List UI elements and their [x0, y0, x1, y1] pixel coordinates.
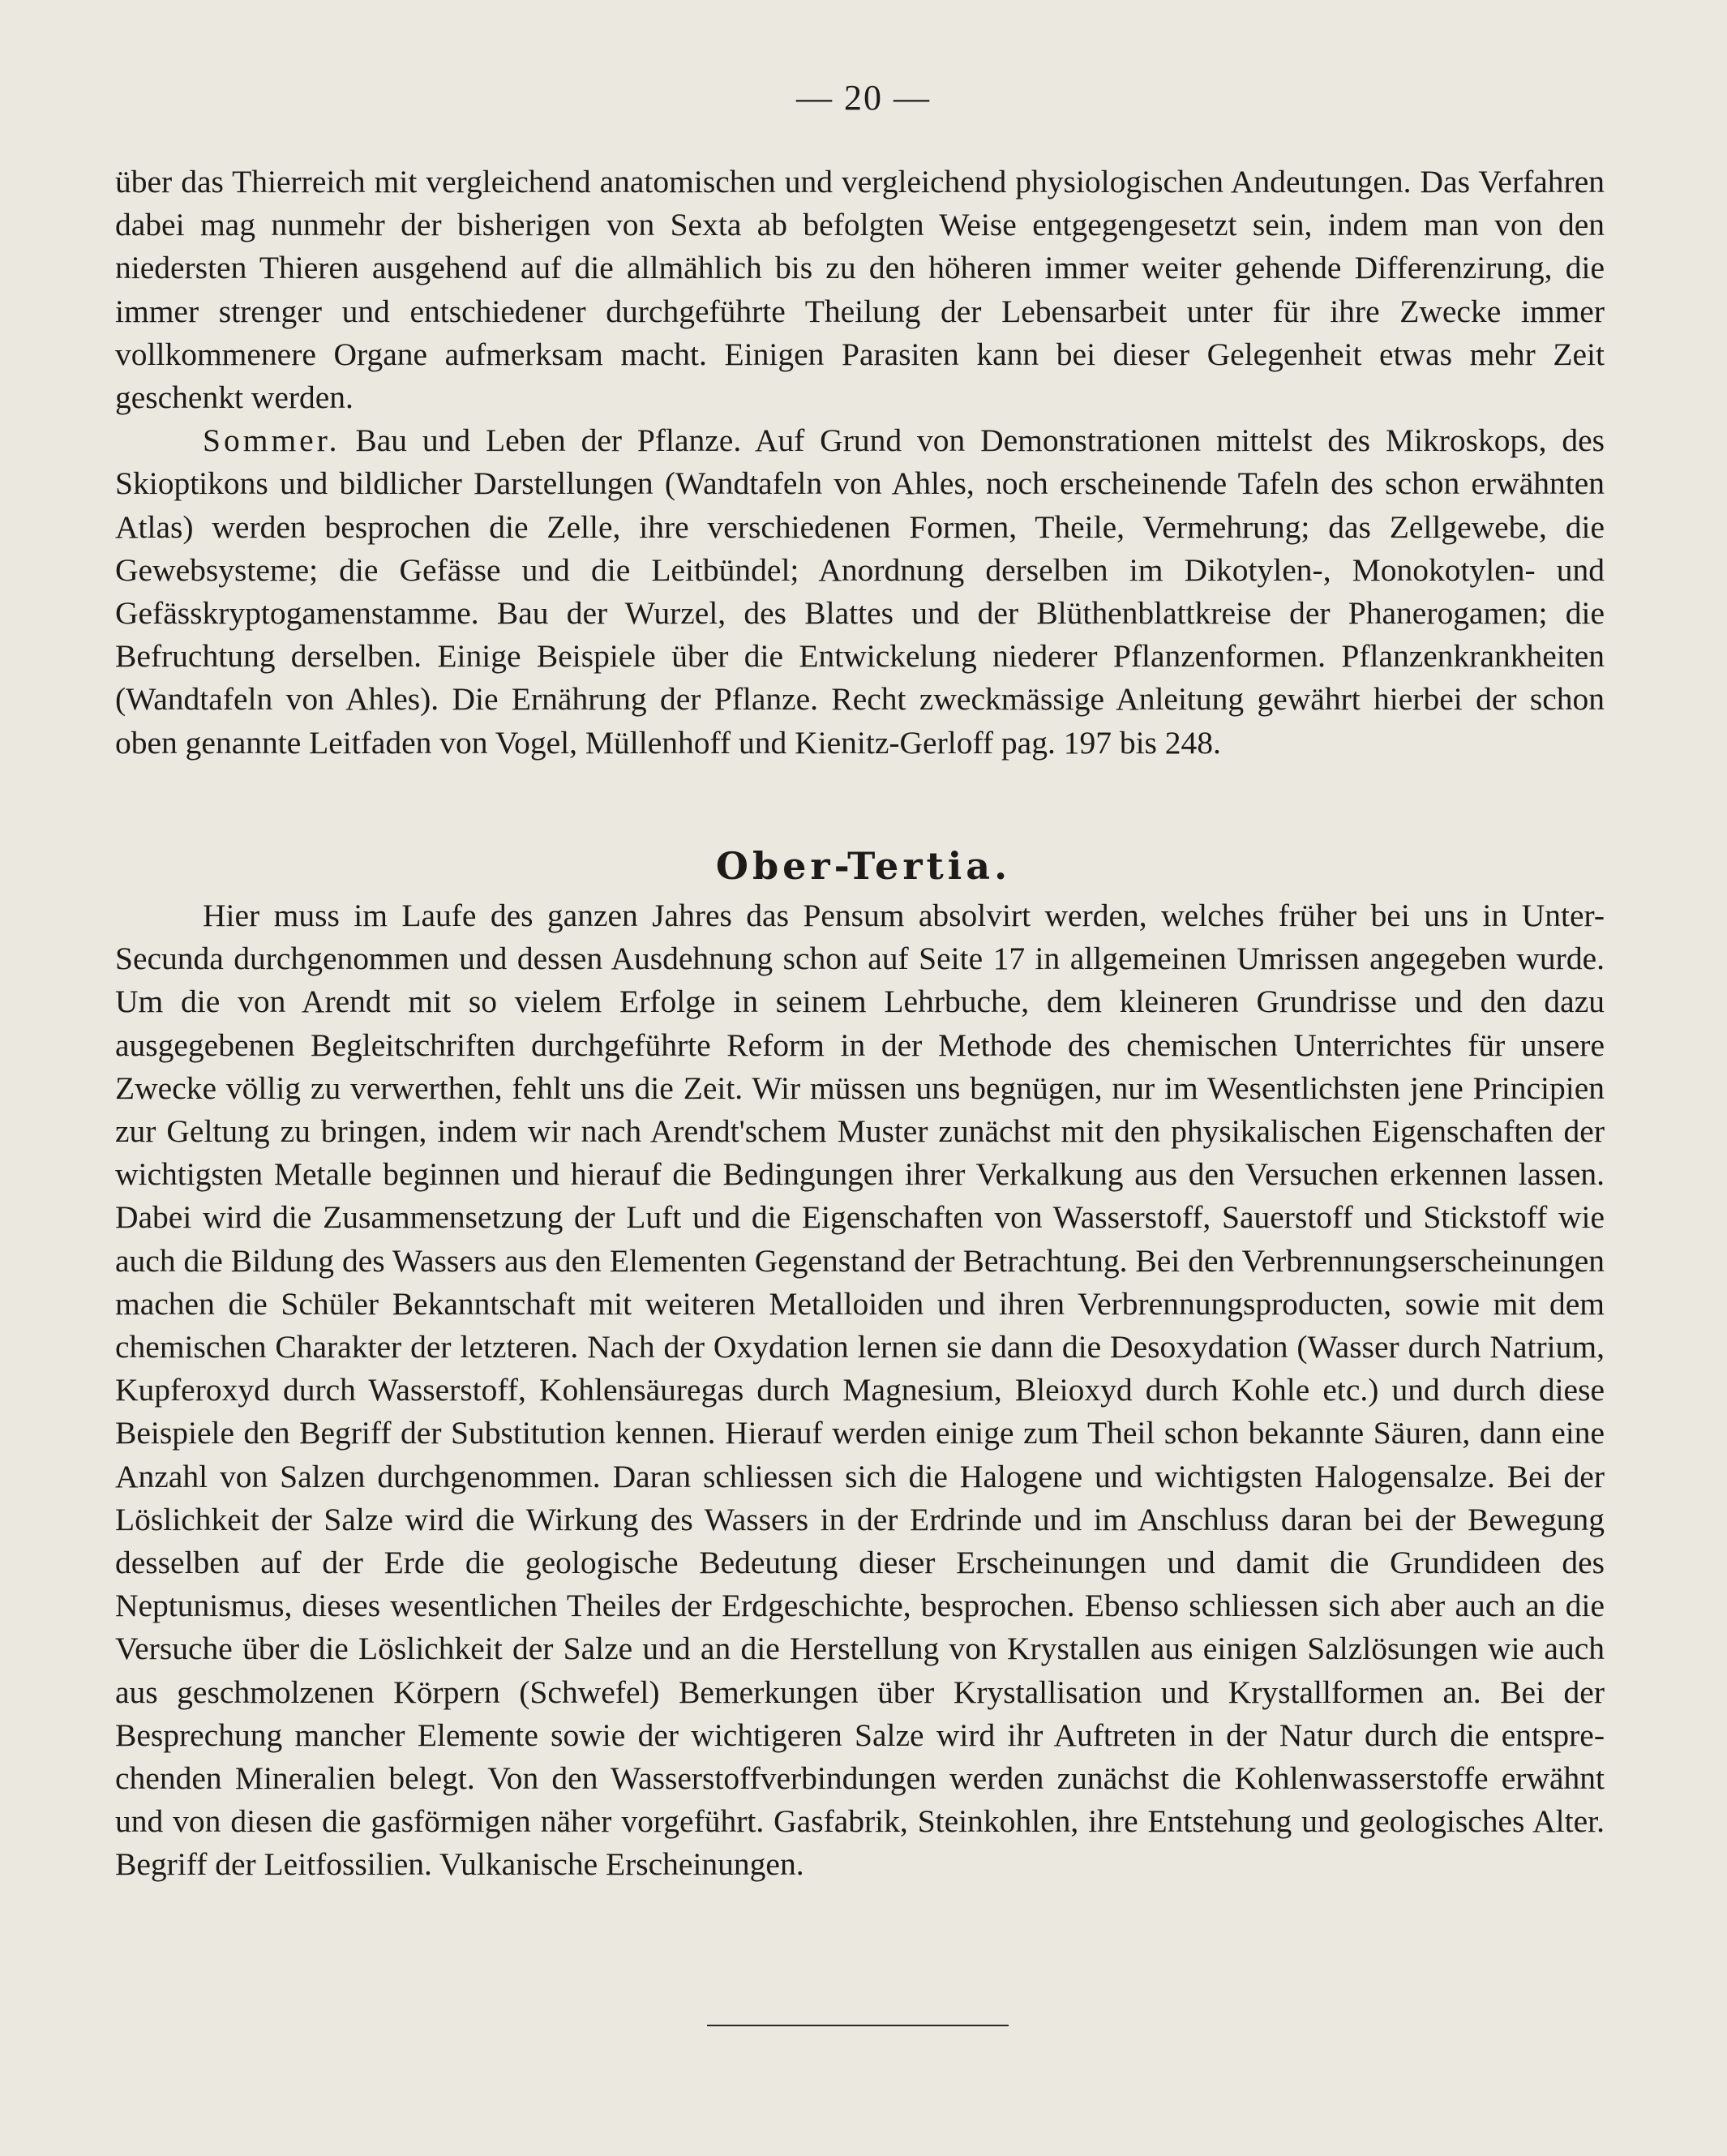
closing-rule	[707, 2025, 1009, 2026]
section-heading-ober-tertia: Ober-Tertia.	[715, 844, 1012, 888]
paragraph-ober-tertia: Hier muss im Laufe des ganzen Jahres das Pensum absolvirt werden, welches früher bei uns in Unter-Secunda durchgenommen und dessen Ausdehnung schon auf Seite 17 in allgemeinen Umrissen angegeben wurde. Um die von Arendt mit so vielem Erfolge in seinem Lehrbuche, dem kleineren Grundrisse und den dazu ausgegebenen Begleitschriften durchgeführte Reform in der Methode des chemischen Unterrichtes für unsere Zwecke völlig zu verwerthen, fehlt uns die Zeit. Wir müssen uns begnügen, nur im Wesentlichsten jene Principien zur Geltung zu bringen, indem wir nach Arendt'schem Muster zunächst mit den physikalischen Eigenschaften der wichtigsten Metalle beginnen und hierauf die Bedingungen ihrer Verkalkung aus den Versuchen erkennen lassen. Dabei wird die Zusammensetzung der Luft und die Eigenschaften von Wasserstoff, Sauerstoff und Stickstoff wie auch die Bildung des Wassers aus den Elementen Gegenstand der Betrachtung. Bei den Verbrennungserscheinungen machen die Schüler Bekanntschaft mit weiteren Metalloiden und ihren Verbrennungsproducten, sowie mit dem chemischen Charakter der letzteren. Nach der Oxydation lernen sie dann die Desoxydation (Wasser durch Natrium, Kupferoxyd durch Wasserstoff, Kohlensäuregas durch Magnesium, Bleioxyd durch Kohle etc.) und durch diese Beispiele den Begriff der Substitution kennen. Hierauf werden einige zum Theil schon bekannte Säuren, dann eine Anzahl von Salzen durchgenommen. Daran schliessen sich die Halogene und wichtigsten Halogensalze. Bei der Löslichkeit der Salze wird die Wirkung des Wassers in der Erdrinde und im Anschluss daran bei der Bewegung desselben auf der Erde die geologische Bedeutung dieser Erscheinungen und damit die Grundideen des Neptunismus, dieses wesentlichen Theiles der Erdgeschichte, besprochen. Ebenso schliessen sich aber auch an die Versuche über die Löslichkeit der Salze und an die Herstellung von Krystallen aus einigen Salzlösungen wie auch aus geschmolzenen Körpern (Schwefel) Bemerkungen über Krystallisation und Krystallformen an. Bei der Besprechung mancher Elemente sowie der wichtigeren Salze wird ihr Auftreten in der Natur durch die entsprechenden Mineralien belegt. Von den Wasserstoffverbindungen werden zunächst die Kohlenwasserstoffe erwähnt und von diesen die gasförmigen näher vorgeführt. Gasfabrik, Steinkohlen, ihre Entstehung und geologisches Alter. Begriff der Leitfossilien. Vulkanische Erscheinungen.	[115, 898, 1605, 1883]
upper-text-block	[115, 161, 1605, 765]
paragraph-thierreich: über das Thierreich mit vergleichend anatomischen und vergleichend physiologischen Andeutungen. Das Verfahren dabei mag nunmehr der bisherigen von Sexta ab befolgten Weise entgegengesetzt sein, indem man von den niedersten Thieren ausgehend auf die allmählich bis zu den höheren immer weiter gehende Differenzirung, die immer strenger und entschiedener durchgeführte Theilung der Lebensarbeit unter für ihre Zwecke immer vollkommenere Organe aufmerksam macht. Einigen Parasiten kann bei dieser Gelegenheit etwas mehr Zeit geschenkt werden.	[115, 164, 1605, 416]
page-number: — 20 —	[796, 78, 931, 118]
lower-text-block	[115, 894, 1605, 1887]
paragraph-sommer	[115, 419, 1605, 765]
paragraph-lead-sommer: Sommer.	[203, 422, 341, 459]
paragraph-sommer-body: Bau und Leben der Pflanze. Auf Grund von Demonstrationen mittelst des Mikroskops, des Skioptikons und bildlicher Darstellungen (Wandtafeln von Ahles, noch erscheinende Tafeln des schon erwähnten Atlas) werden besprochen die Zelle, ihre verschiedenen Formen, Theile, Vermehrung; das Zellgewebe, die Gewebsysteme; die Gefässe und die Leitbündel; Anordnung derselben im Dikotylen-, Monokotylen- und Gefässkryptogamenstamme. Bau der Wurzel, des Blattes und der Blüthenblattkreise der Phanerogamen; die Befruchtung derselben. Einige Beispiele über die Entwickelung niederer Pflanzenformen. Pflanzenkrankheiten (Wandtafeln von Ahles). Die Ernährung der Pflanze. Recht zweckmässige Anleitung gewährt hierbei der schon oben genannte Leitfaden von Vogel, Müllenhoff und Kienitz-Gerloff pag. 197 bis 248.	[115, 422, 1605, 761]
